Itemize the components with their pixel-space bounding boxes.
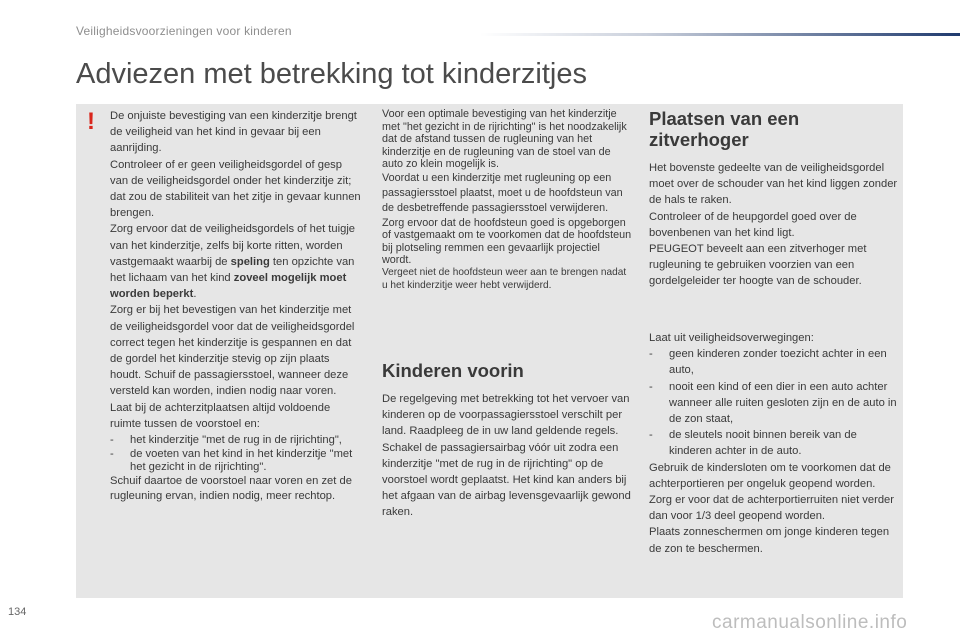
headrest-paragraph: Zorg ervoor dat de hoofdsteun goed is opgeborgen of vastgemaakt om te voorkomen dat de hoofdsteun bij plotseling remmen een gevaarlijk projectiel wordt. [382,216,632,267]
warning-paragraph: Zorg er bij het bevestigen van het kinderzitje met de veiligheidsgordel voor dat de veiligheidsgordel correct tegen het kinderzitje is gespannen en dat de gordel het kinderzitje stevig op zijn plaats houdt. Schuif de passagiersstoel, wanneer deze versteld kan worden, indien nodig naar voren. [110,304,355,398]
section-paragraph: Controleer of de heupgordel goed over de bovenbenen van het kind ligt. [649,210,857,239]
safety-intro: Laat uit veiligheidsoverwegingen: [649,332,814,344]
warning-paragraph: Laat bij de achterzitplaatsen altijd voldoende ruimte tussen de voorstoel en: [110,401,331,430]
warning-paragraph: Controleer of er geen veiligheidsgordel of gesp van de veiligheidsgordel onder het kinderzitje zit; dat zou de stabiliteit van het zitje in gevaar kunnen brengen. [110,158,361,220]
section-title: Plaatsen van een zitverhoger [649,108,800,150]
list-item: - geen kinderen zonder toezicht achter in een auto, [649,348,887,377]
children-front-section [382,360,634,521]
page-number: 134 [8,606,27,618]
headrest-paragraph: Voor een optimale bevestiging van het kinderzitje met "het gezicht in de rijrichting" is het noodzakelijk dat de afstand tussen de rugleuning van het kinderzitje en de rugleuning van de stoel van de auto zo klein mogelijk is. [382,108,627,171]
warning-paragraph: Zorg ervoor dat de veiligheidsgordels of het tuigje van het kinderzitje, zelfs bij korte ritten, worden vastgemaakt waarbij de speling ten opzichte van het lichaam van het kind zoveel mogelijk moet worden beperkt. [110,223,356,301]
section-paragraph: Het bovenste gedeelte van de veiligheidsgordel moet over de schouder van het kind liggen zonder de hals te raken. [649,162,898,207]
section-title: Kinderen voorin [382,360,524,381]
headrest-paragraph: Voordat u een kinderzitje met rugleuning op een passagiersstoel plaatst, moet u de hoofdsteun van de desbetreffende passagiersstoel verwijderen. [382,171,623,215]
safety-paragraph: Gebruik de kindersloten om te voorkomen dat de achterportieren per ongeluk geopend worden. [649,461,891,490]
section-header: Veiligheidsvoorzieningen voor kinderen [76,24,292,38]
warning-icon: ! [87,108,95,135]
warning-column [110,108,362,504]
warning-paragraph: De onjuiste bevestiging van een kinderzitje brengt de veiligheid van het kind in gevaar bij een aanrijding. [110,110,357,155]
list-item: - het kinderzitje "met de rug in de rijrichting", [110,434,342,447]
section-paragraph: PEUGEOT beveelt aan een zitverhoger met rugleuning te gebruiken voorzien van een gordelgeleider ter hoogte van de schouder. [649,243,867,288]
booster-section [649,108,901,290]
headrest-column [382,108,632,292]
list-item: - de voeten van het kind in het kinderzitje "met het gezicht in de rijrichting". [110,448,353,474]
warning-paragraph: Schuif daartoe de voorstoel naar voren en zet de rugleuning ervan, indien nodig, meer rechtop. [110,475,352,503]
list-item: - nooit een kind of een dier in een auto achter wanneer alle ruiten gesloten zijn en de auto in de zon staat, [649,380,897,426]
section-paragraph: Schakel de passagiersairbag vóór uit zodra een kinderzitje "met de rug in de rijrichting" op de voorstoel wordt geplaatst. Het kind kan anders bij het afgaan van de airbag levensgevaarlijk gewond raken. [382,441,631,519]
page-title: Adviezen met betrekking tot kinderzitjes [76,58,587,90]
safety-section [649,330,901,557]
header-bar [480,33,960,36]
safety-paragraph: Zorg er voor dat de achterportierruiten niet verder dan voor 1/3 deel geopend worden. [649,494,895,523]
headrest-paragraph: Vergeet niet de hoofdsteun weer aan te brengen nadat u het kinderzitje weer hebt verwijderd. [382,266,627,291]
safety-paragraph: Plaats zonneschermen om jonge kinderen tegen de zon te beschermen. [649,526,890,555]
list-item: - de sleutels nooit binnen bereik van de kinderen achter in de auto. [649,429,857,458]
section-paragraph: De regelgeving met betrekking tot het vervoer van kinderen op de voorpassagiersstoel verschilt per land. Raadpleeg de in uw land geldende regels. [382,393,630,438]
watermark: carmanualsonline.info [712,612,908,633]
